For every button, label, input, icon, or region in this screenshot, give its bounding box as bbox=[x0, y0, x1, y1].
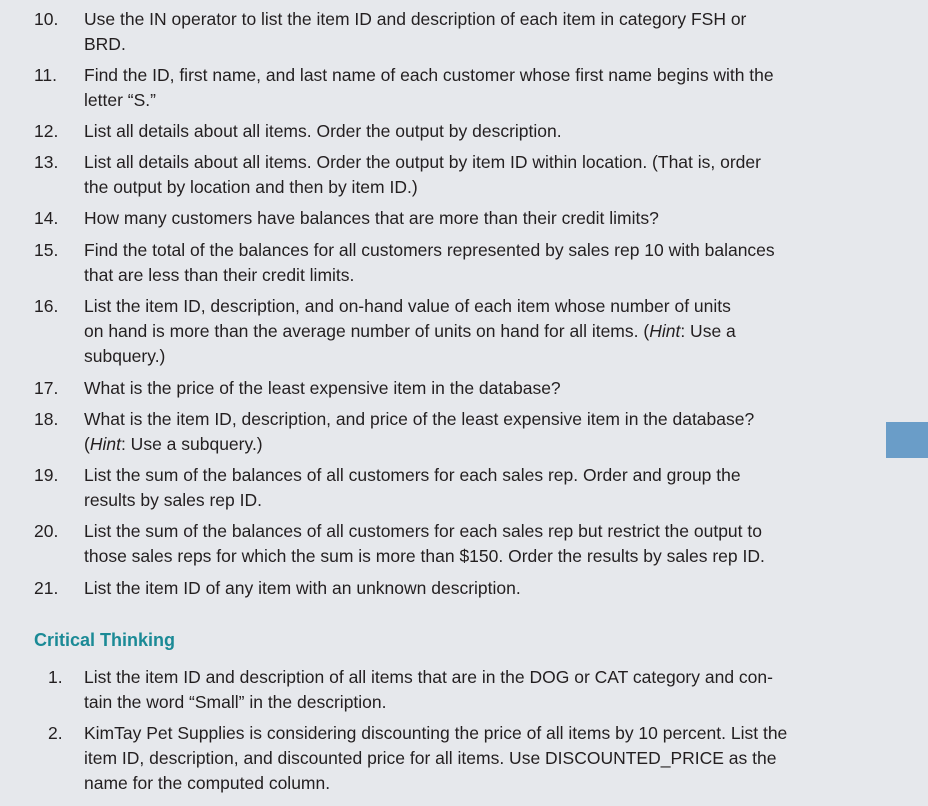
hint-text: : Use a subquery.) bbox=[120, 434, 263, 454]
exercise-text-line: results by sales rep ID. bbox=[84, 490, 262, 510]
exercise-number: 14. bbox=[34, 208, 59, 228]
critical-thinking-heading: Critical Thinking bbox=[34, 630, 176, 650]
exercise-text-line: those sales reps for which the sum is more than $150. Order the results by sales rep ID. bbox=[84, 546, 765, 566]
exercise-text-line: List the item ID, description, and on-hand value of each item whose number of units bbox=[84, 296, 731, 316]
exercise-text-line: on hand is more than the average number of units on hand for all items. (Hint: Use a bbox=[84, 321, 736, 341]
exercise-text-line: List all details about all items. Order the output by item ID within location. (That is, order bbox=[84, 152, 761, 172]
exercise-text-line: tain the word “Small” in the description. bbox=[84, 692, 387, 712]
exercise-number: 11. bbox=[34, 65, 58, 85]
page-tab-marker bbox=[886, 422, 928, 458]
exercise-text-line: KimTay Pet Supplies is considering discounting the price of all items by 10 percent. List the bbox=[84, 723, 788, 743]
hint-text: : Use a bbox=[680, 321, 736, 341]
exercise-text-segment: on hand is more than the average number of units on hand for all items. bbox=[84, 321, 639, 341]
exercise-number: 13. bbox=[34, 152, 59, 172]
exercise-text-line: List all details about all items. Order the output by description. bbox=[84, 121, 562, 141]
hint-label: Hint bbox=[649, 321, 681, 341]
exercise-text-line: name for the computed column. bbox=[84, 773, 331, 793]
exercise-text-line: the output by location and then by item ID.) bbox=[84, 177, 418, 197]
exercise-text-line: Use the IN operator to list the item ID and description of each item in category FSH or bbox=[84, 9, 747, 29]
exercise-number: 10. bbox=[34, 9, 59, 29]
exercise-number: 2. bbox=[48, 723, 63, 743]
exercise-text-line: letter “S.” bbox=[84, 90, 156, 110]
exercise-text-line: Find the total of the balances for all customers represented by sales rep 10 with balances bbox=[84, 240, 775, 260]
exercise-text-line: Find the ID, first name, and last name of each customer whose first name begins with the bbox=[84, 65, 774, 85]
exercise-text-line: What is the price of the least expensive item in the database? bbox=[84, 378, 561, 398]
exercise-number: 16. bbox=[34, 296, 59, 316]
exercise-text-line: BRD. bbox=[84, 34, 126, 54]
exercise-number: 17. bbox=[34, 378, 59, 398]
exercise-number: 20. bbox=[34, 521, 59, 541]
exercise-text-line: that are less than their credit limits. bbox=[84, 265, 355, 285]
exercise-number: 15. bbox=[34, 240, 59, 260]
exercise-text-line: List the sum of the balances of all customers for each sales rep but restrict the output to bbox=[84, 521, 762, 541]
exercise-text-line: List the sum of the balances of all customers for each sales rep. Order and group the bbox=[84, 465, 741, 485]
exercise-number: 19. bbox=[34, 465, 59, 485]
exercise-text-line: item ID, description, and discounted price for all items. Use DISCOUNTED_PRICE as the bbox=[84, 748, 777, 768]
exercise-number: 12. bbox=[34, 121, 59, 141]
exercise-text-line: subquery.) bbox=[84, 346, 166, 366]
exercise-text-line: List the item ID and description of all items that are in the DOG or CAT category and con- bbox=[84, 667, 773, 687]
hint-label: Hint bbox=[89, 434, 121, 454]
exercise-text-line: What is the item ID, description, and price of the least expensive item in the database? bbox=[84, 409, 755, 429]
exercise-text-line: List the item ID of any item with an unknown description. bbox=[84, 578, 521, 598]
exercise-text-line: How many customers have balances that are more than their credit limits? bbox=[84, 208, 659, 228]
exercise-number: 1. bbox=[48, 667, 63, 687]
exercise-text-line: (Hint: Use a subquery.) bbox=[84, 434, 263, 454]
exercise-number: 21. bbox=[34, 578, 59, 598]
exercise-number: 18. bbox=[34, 409, 59, 429]
